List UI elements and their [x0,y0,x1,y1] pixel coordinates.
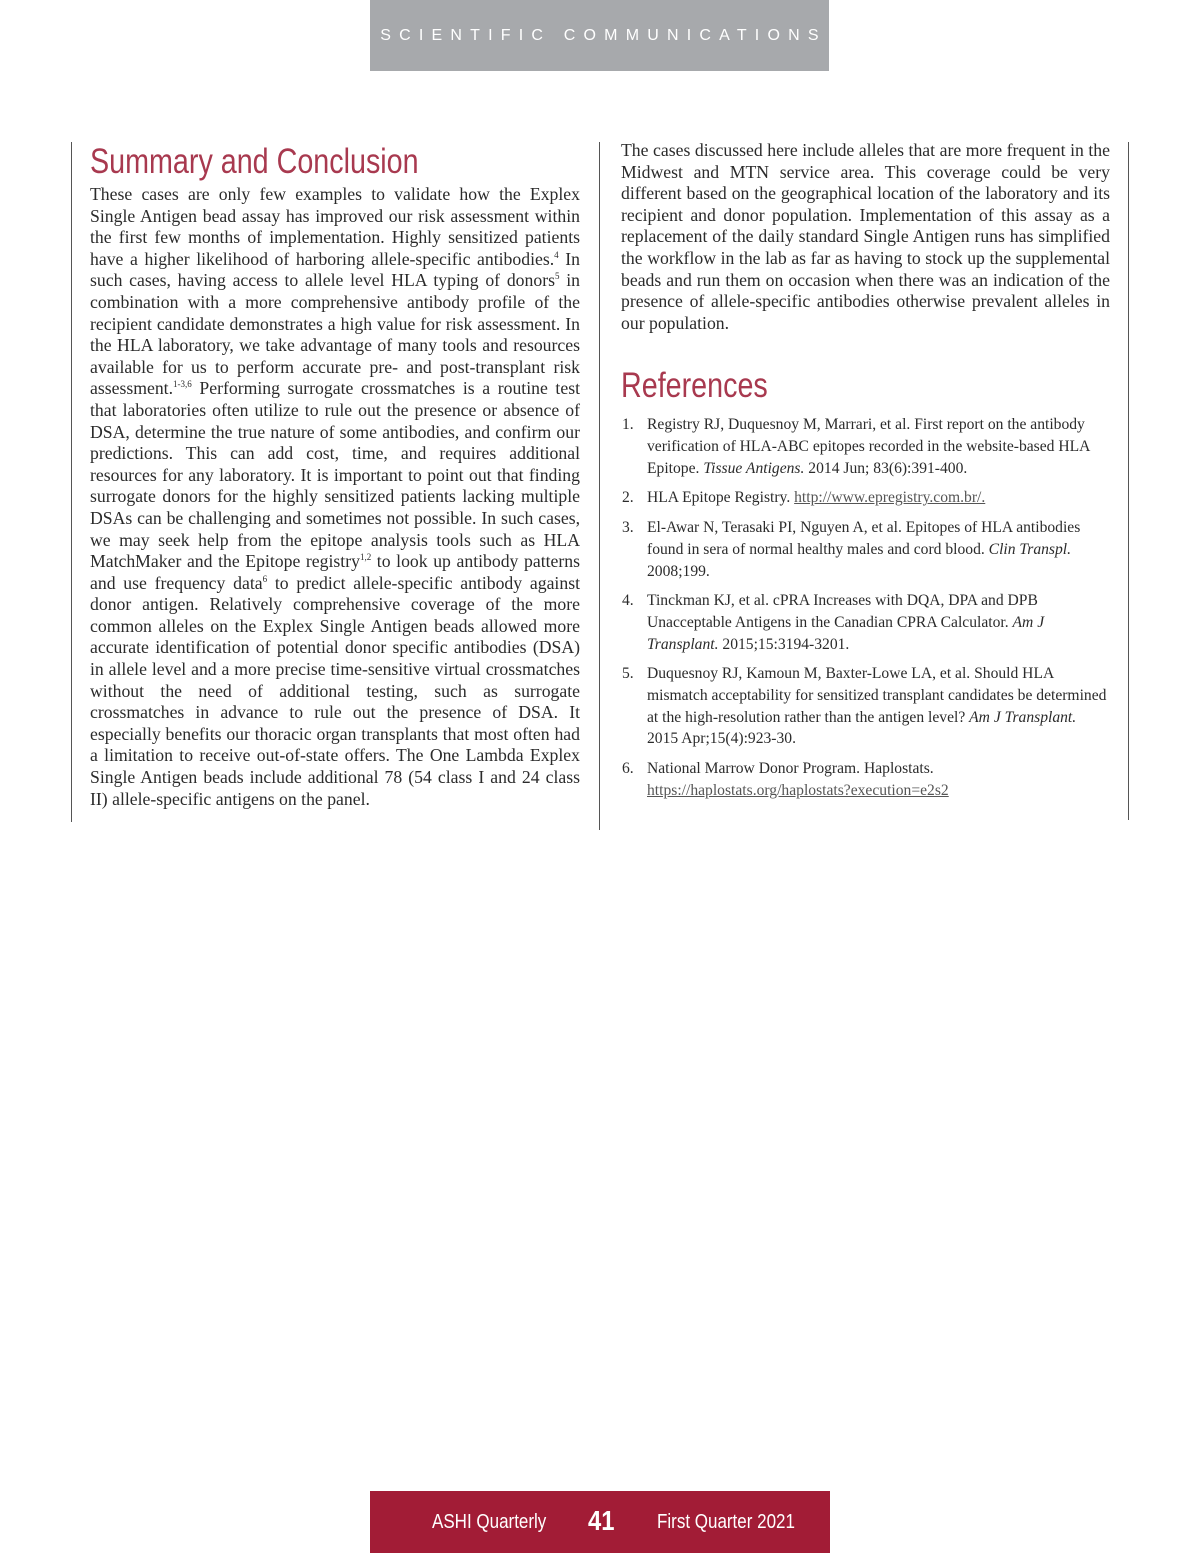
reference-item [621,414,1110,479]
summary-text-segment: In such cases, having access to allele level HLA typing of donors [90,248,580,291]
reference-number: 3. [622,519,634,537]
reference-text: HLA Epitope Registry. [647,489,795,507]
reference-text: National Marrow Donor Program. Haplostats. [647,760,934,778]
footer-issue: First Quarter 2021 [657,1511,795,1533]
reference-text: 2015 Apr;15(4):923-30. [647,730,796,748]
citation-superscript: 6 [262,573,268,584]
reference-text: 2008;199. [647,562,710,580]
footer-page-number: 41 [588,1505,615,1536]
reference-journal: Clin Transpl. [988,540,1072,558]
reference-text: 2014 Jun; 83(6):391-400. [804,459,968,477]
summary-text-segment: These cases are only few examples to validate how the Explex Single Antigen bead assay has improved our risk assessment within the first few months of implementation. Highly sensitized patients have a higher likelihood of harboring allele-specific antibodies. [90,184,580,269]
reference-number: 6. [622,760,634,778]
reference-item [621,758,1110,801]
reference-number: 5. [622,665,634,683]
summary-heading: Summary and Conclusion [90,142,419,181]
reference-text: Registry RJ, Duquesnoy M, Marrari, et al. First report on the antibody verification of HLA-ABC epitopes recorded in the website-based HLA Epitope. [647,416,1090,477]
center-column-rule [599,142,600,830]
summary-text-segment: Performing surrogate crossmatches is a routine test that laboratories often utilize to rule out the presence or absence of DSA, determine the true nature of some antibodies, and confirm our predictions. This can add cost, time, and requires additional resources for any laboratory. It is important to point out that finding surrogate donors for the highly sensitized patients lacking multiple DSAs can be challenging and sometimes not possible. In such cases, we may seek help from the epitope analysis tools such as HLA MatchMaker and the Epitope registry [90,378,580,572]
page-footer [370,1491,830,1553]
citation-superscript: 5 [554,271,560,282]
summary-text-segment: to look up antibody patterns and use frequency data [90,551,580,593]
footer-journal: ASHI Quarterly [432,1511,547,1533]
summary-text-segment: to predict allele-specific antibody against donor antigen. Relatively comprehensive coverage of the more common alleles on the Explex Single Antigen beads allowed more accurate identification of potential donor specific antibodies (DSA) in allele level and a more precise time-sensitive virtual crossmatches without the need of additional testing, such as surrogate crossmatches in advance to rule out the presence of DSA. It especially benefits our thoracic organ transplants that most often had a limitation to receive out-of-state offers. The One Lambda Explex Single Antigen beads include additional 78 (54 class I and 24 class II) allele-specific antigens on the panel. [90,572,580,809]
right-column [621,140,1110,810]
reference-item [621,517,1110,582]
summary-continuation: The cases discussed here include alleles that are more frequent in the Midwest and MTN service area. This coverage could be very different based on the geographical location of the laboratory and its recipient and donor population. Implementation of this assay as a replacement of the daily standard Single Antigen runs has simplified the workflow in the lab as far as having to stock up the supplemental beads and run them on occasion when there was an indication of the presence of allele-specific antibodies otherwise prevalent alleles in our population. [621,140,1110,333]
references-heading: References [621,366,768,406]
citation-superscript: 1,2 [359,552,372,563]
summary-text-segment: in combination with a more comprehensive antibody profile of the recipient candidate demonstrates a high value for risk assessment. In the HLA laboratory, we take advantage of many tools and resources available for us to perform accurate pre- and post-transplant risk assessment. [90,270,580,399]
reference-item [621,590,1110,655]
reference-text: El-Awar N, Terasaki PI, Nguyen A, et al. Epitopes of HLA antibodies found in sera of normal healthy males and cord blood. [647,519,1081,558]
references-list [621,414,1110,801]
reference-text: Tinckman KJ, et al. cPRA Increases with DQA, DPA and DPB Unacceptable Antigens in the Canadian CPRA Calculator. [647,592,1038,631]
section-header [370,0,829,71]
left-column-rule [71,142,72,822]
reference-number: 4. [622,592,634,610]
citation-superscript: 4 [554,249,559,260]
citation-superscript: 1-3,6 [173,379,192,390]
left-column [90,140,580,810]
reference-item [621,487,1110,509]
reference-journal: Am J Transplant. [647,613,1045,653]
reference-item [621,663,1110,750]
reference-link[interactable]: https://haplostats.org/haplostats?execution=e2s2 [647,781,949,799]
right-column-rule [1128,142,1129,820]
reference-number: 2. [622,489,634,507]
reference-number: 1. [622,416,634,434]
section-header-text: SCIENTIFIC COMMUNICATIONS [380,26,827,44]
reference-journal: Am J Transplant. [969,708,1077,726]
reference-text: 2015;15:3194-3201. [718,635,850,653]
reference-text: Duquesnoy RJ, Kamoun M, Baxter-Lowe LA, et al. Should HLA mismatch acceptability for sensitized transplant candidates be determined at the high-resolution rather than the antigen level? [647,665,1107,726]
summary-body [90,184,580,810]
reference-journal: Tissue Antigens. [703,459,805,477]
reference-link[interactable]: http://www.epregistry.com.br/. [794,489,986,507]
